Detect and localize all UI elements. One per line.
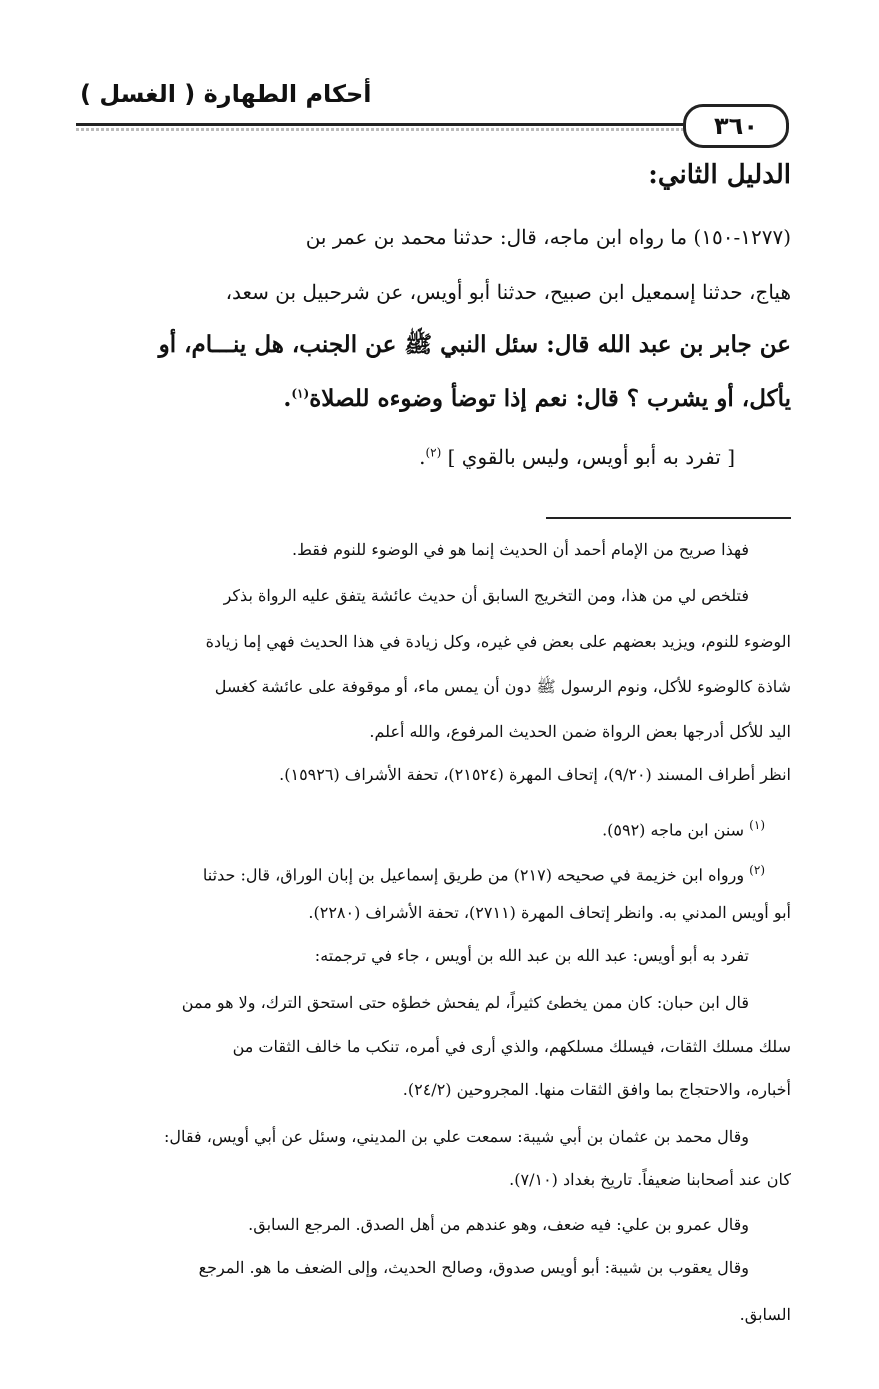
footnote-marker: (١) [749, 818, 765, 832]
footnote-line: فتلخص لي من هذا، ومن التخريج السابق أن حديث عائشة يتفق عليه الرواة بذكر [223, 586, 749, 605]
hadith-text-line: يأكل، أو يشرب ؟ قال: نعم إذا توضأ وضوءه للصلاة$^{(١)}$. [283, 385, 791, 412]
section-heading: الدليل الثاني: [648, 160, 791, 190]
footnote-ref: (٢) [425, 445, 442, 460]
grading-text: [ تفرد به أبو أويس، وليس بالقوي ] [447, 445, 735, 469]
footnote-line: اليد للأكل أدرجها بعض الرواة ضمن الحديث المرفوع، والله أعلم. [369, 722, 791, 741]
footnote-separator [546, 517, 791, 519]
footnote-line: السابق. [739, 1305, 791, 1324]
footnote-line: وقال محمد بن عثمان بن أبي شيبة: سمعت علي بن المديني، وسئل عن أبي أويس، فقال: [164, 1127, 749, 1146]
footnote-line: أبو أويس المدني به. وانظر إتحاف المهرة (٢٧١١)، تحفة الأشراف (٢٢٨٠). [308, 903, 791, 922]
page-number: ٣٦٠ [683, 104, 789, 148]
hadith-text-line: عن جابر بن عبد الله قال: سئل النبي ﷺ عن الجنب، هل ينـــام، أو [158, 331, 791, 358]
footnote-line: أخباره، والاحتجاج بما وافق الثقات منها. المجروحين (٢٤/٢). [402, 1080, 791, 1099]
footnote-1 [72, 808, 791, 847]
footnote-marker: (٢) [749, 863, 765, 877]
grading-note: [ تفرد به أبو أويس، وليس بالقوي ] $^{(٢)}$. [419, 445, 735, 469]
footnote-line: فهذا صريح من الإمام أحمد أن الحديث إنما هو في الوضوء للنوم فقط. [291, 540, 749, 559]
footnote-line: كان عند أصحابنا ضعيفاً. تاريخ بغداد (٧/١٠). [509, 1170, 791, 1189]
footnote-text: سنن ابن ماجه (٥٩٢). [602, 820, 745, 840]
footnote-ref: (١) [291, 386, 310, 401]
footnote-line: شاذة كالوضوء للأكل، ونوم الرسول ﷺ دون أن يمس ماء، أو موقوفة على عائشة كغسل [214, 677, 791, 696]
body-line: (١٢٧٧-١٥٠) ما رواه ابن ماجه، قال: حدثنا محمد بن عمر بن [305, 225, 791, 249]
footnote-line: وقال يعقوب بن شيبة: أبو أويس صدوق، وصالح الحديث، وإلى الضعف ما هو. المرجع [198, 1258, 749, 1277]
footnote-line: انظر أطراف المسند (٩/٢٠)، إتحاف المهرة (٢١٥٢٤)، تحفة الأشراف (١٥٩٢٦). [279, 765, 791, 784]
footnote-text: ورواه ابن خزيمة في صحيحه (٢١٧) من طريق إسماعيل بن إبان الوراق، قال: حدثنا [202, 865, 745, 885]
footnote-line: سلك مسلك الثقات، فيسلك مسلكهم، والذي أرى في أمره، تنكب ما خالف الثقات من [232, 1037, 791, 1056]
footnote-line: قال ابن حبان: كان ممن يخطئ كثيراً، لم يفحش خطؤه حتى استحق الترك، ولا هو ممن [181, 993, 749, 1012]
footnote-line: الوضوء للنوم، ويزيد بعضهم على بعض في غيره، وكل زيادة في هذا الحديث فهي إما زيادة [205, 632, 791, 651]
footnote-2 [72, 853, 791, 892]
body-line: هياج، حدثنا إسمعيل ابن صبيح، حدثنا أبو أويس، عن شرحبيل بن سعد، [225, 280, 791, 304]
running-title: أحكام الطهارة ( الغسل ) [80, 80, 372, 108]
hadith-text: يأكل، أو يشرب ؟ قال: نعم إذا توضأ وضوءه للصلاة [309, 385, 791, 412]
footnote-line: تفرد به أبو أويس: عبد الله بن عبد الله بن أويس ، جاء في ترجمته: [314, 946, 749, 965]
header-ornament-rule [76, 128, 739, 131]
footnote-line: وقال عمرو بن علي: فيه ضعف، وهو عندهم من أهل الصدق. المرجع السابق. [248, 1215, 749, 1234]
